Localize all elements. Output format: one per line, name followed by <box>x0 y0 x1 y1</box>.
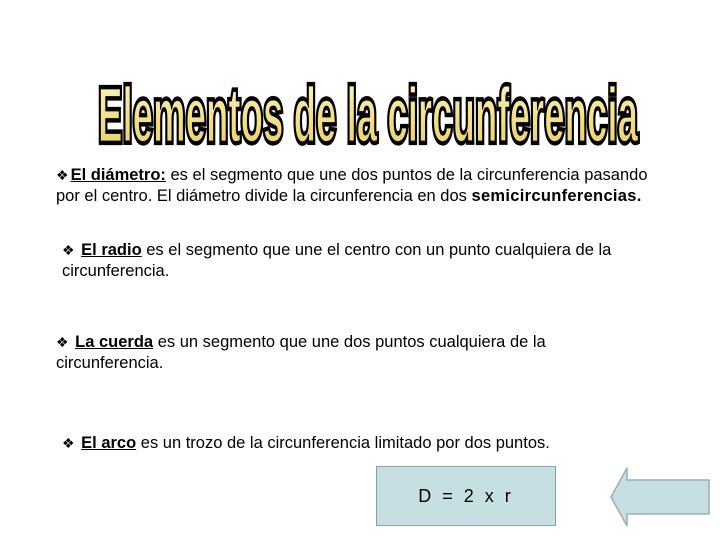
diamond-bullet-icon: ❖ <box>56 334 69 350</box>
definition-text: es el segmento que une el centro con un punto cualquiera de la <box>141 241 612 259</box>
left-arrow-icon[interactable] <box>609 466 711 528</box>
term-radio: El radio <box>81 241 142 259</box>
formula-text: D = 2 x r <box>418 485 514 506</box>
definition-text-line2: por el centro. El diámetro divide la circunferencia en dos <box>56 187 472 205</box>
definition-text-line2: circunferencia. <box>62 262 170 280</box>
term-diametro: El diámetro: <box>70 166 166 184</box>
diamond-bullet-icon: ❖ <box>56 167 69 183</box>
title-wordart <box>0 0 720 160</box>
definition-radio <box>62 240 702 282</box>
formula-box <box>376 466 556 526</box>
title-shadow: Elementos de la circunferencia <box>97 72 639 158</box>
diamond-bullet-icon: ❖ <box>62 242 75 258</box>
definition-text: es un trozo de la circunferencia limitado por dos puntos. <box>136 434 550 452</box>
definition-text-line2: circunferencia. <box>56 354 164 372</box>
term-semicircunferencias: semicircunferencias. <box>471 187 642 205</box>
diamond-bullet-icon: ❖ <box>62 435 75 451</box>
definition-text: es un segmento que une dos puntos cualquiera de la <box>153 333 546 351</box>
definition-diametro <box>56 165 716 207</box>
page-title: Elementos de la circunferencia <box>97 72 639 158</box>
definition-arco <box>62 433 702 454</box>
term-cuerda: La cuerda <box>75 333 154 351</box>
definition-text: es el segmento que une dos puntos de la circunferencia pasando <box>165 166 648 184</box>
definition-cuerda <box>56 332 696 374</box>
term-arco: El arco <box>81 434 137 452</box>
